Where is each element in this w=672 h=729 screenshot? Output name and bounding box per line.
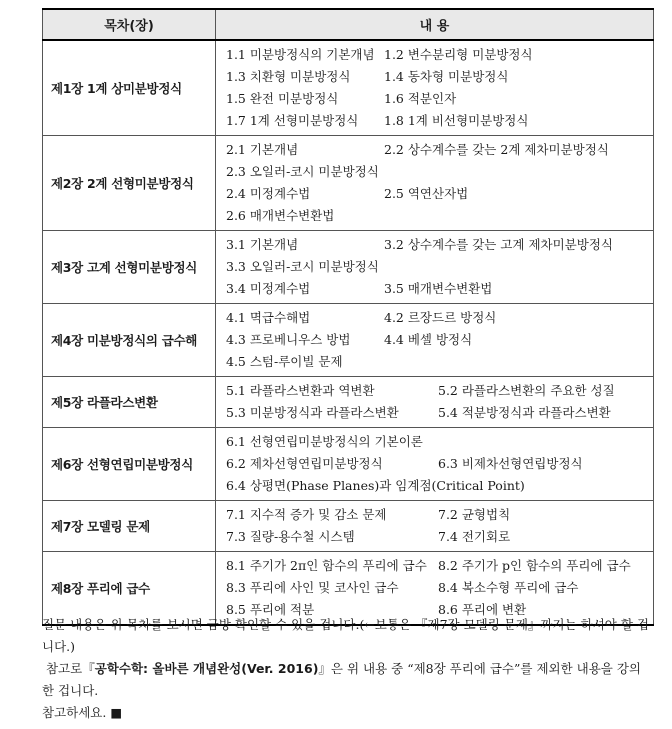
section-item: 7.4 전기회로 xyxy=(438,529,511,544)
table-row xyxy=(43,231,654,304)
section-item: 7.1 지수적 증가 및 감소 문제 xyxy=(226,507,387,522)
content-line xyxy=(226,234,653,256)
chapter-title: 제7장 모델링 문제 xyxy=(43,501,216,552)
section-item: 8.4 복소수형 푸리에 급수 xyxy=(438,580,579,595)
table-row xyxy=(43,428,654,501)
content-line xyxy=(226,504,653,526)
section-item: 2.1 기본개념 xyxy=(226,142,299,157)
content-line xyxy=(226,44,653,66)
toc-container xyxy=(42,8,654,626)
section-item: 1.3 치환형 미분방정식 xyxy=(226,69,351,84)
section-item: 1.6 적분인자 xyxy=(384,91,457,106)
section-item: 1.4 동차형 미분방정식 xyxy=(384,69,509,84)
table-row xyxy=(43,136,654,231)
content-line xyxy=(226,110,653,132)
section-item: 3.4 미정계수법 xyxy=(226,281,311,296)
table-row xyxy=(43,40,654,136)
section-item: 2.5 역연산자법 xyxy=(384,186,469,201)
content-line xyxy=(226,402,653,424)
section-item: 2.3 오일러-코시 미분방정식 xyxy=(226,164,379,179)
table-row xyxy=(43,304,654,377)
chapter-title: 제4장 미분방정식의 급수해 xyxy=(43,304,216,377)
chapter-contents xyxy=(216,377,654,428)
content-line xyxy=(226,431,653,453)
section-item: 3.5 매개변수변환법 xyxy=(384,281,493,296)
section-item: 2.2 상수계수를 갖는 2계 제차미분방정식 xyxy=(384,142,609,157)
content-line xyxy=(226,329,653,351)
section-item: 6.4 상평면(Phase Planes)과 임계점(Critical Point) xyxy=(226,478,525,493)
section-item: 4.1 멱급수해법 xyxy=(226,310,311,325)
section-item: 4.4 베셀 방정식 xyxy=(384,332,473,347)
content-line xyxy=(226,307,653,329)
content-line xyxy=(226,555,653,577)
content-line xyxy=(226,453,653,475)
toc-table xyxy=(42,8,654,626)
book-title: 공학수학: 올바른 개념완성(Ver. 2016) xyxy=(94,661,319,676)
chapter-contents xyxy=(216,40,654,136)
table-header-row xyxy=(43,9,654,40)
section-item: 3.2 상수계수를 갖는 고계 제차미분방정식 xyxy=(384,237,613,252)
section-item: 3.1 기본개념 xyxy=(226,237,299,252)
section-item: 1.2 변수분리형 미분방정식 xyxy=(384,47,533,62)
note-section xyxy=(42,614,654,724)
toc-body xyxy=(43,40,654,625)
section-item: 8.3 푸리에 사인 및 코사인 급수 xyxy=(226,580,399,595)
chapter-column-header: 목차(장) xyxy=(43,9,216,40)
chapter-contents xyxy=(216,501,654,552)
note-p2-prefix: 참고로『 xyxy=(45,661,95,676)
section-item: 5.4 적분방정식과 라플라스변환 xyxy=(438,405,611,420)
section-item: 7.2 균형법칙 xyxy=(438,507,511,522)
section-item: 8.6 푸리에 변환 xyxy=(438,602,527,617)
section-item: 1.1 미분방정식의 기본개념 xyxy=(226,47,375,62)
content-line xyxy=(226,205,653,227)
content-line xyxy=(226,161,653,183)
note-p2-suffix: 』은 위 내용 중 “제8장 푸리에 급수”를 제외한 내용을 강의 한 겁니다. xyxy=(42,661,641,698)
section-item: 8.1 주기가 2π인 함수의 푸리에 급수 xyxy=(226,558,427,573)
content-line xyxy=(226,139,653,161)
section-item: 8.2 주기가 p인 함수의 푸리에 급수 xyxy=(438,558,631,573)
section-item: 3.3 오일러-코시 미분방정식 xyxy=(226,259,379,274)
note-paragraph-3: 참고하세요. ■ xyxy=(42,705,123,720)
section-item: 2.4 미정계수법 xyxy=(226,186,311,201)
note-paragraph-2 xyxy=(42,658,654,702)
section-item: 4.2 르장드르 방정식 xyxy=(384,310,497,325)
content-column-header: 내 용 xyxy=(216,9,654,40)
section-item: 7.3 질량-용수철 시스템 xyxy=(226,529,355,544)
section-item: 5.3 미분방정식과 라플라스변환 xyxy=(226,405,399,420)
table-row xyxy=(43,501,654,552)
content-line xyxy=(226,88,653,110)
content-line xyxy=(226,475,653,497)
table-row xyxy=(43,377,654,428)
chapter-title: 제2장 2계 선형미분방정식 xyxy=(43,136,216,231)
chapter-contents xyxy=(216,428,654,501)
content-line xyxy=(226,577,653,599)
note-paragraph-1: 질문 내용은 위 목차를 보시면 금방 확인할 수 있을 겁니다.(←보통은 『제7장 모델링 문제』까지는 하셔야 할 겁니다.) xyxy=(42,617,649,654)
section-item: 2.6 매개변수변환법 xyxy=(226,208,335,223)
chapter-title: 제3장 고계 선형미분방정식 xyxy=(43,231,216,304)
chapter-contents xyxy=(216,231,654,304)
section-item: 4.3 프로베니우스 방법 xyxy=(226,332,351,347)
section-item: 1.5 완전 미분방정식 xyxy=(226,91,339,106)
section-item: 6.3 비제차선형연립방정식 xyxy=(438,456,583,471)
content-line xyxy=(226,380,653,402)
chapter-title: 제6장 선형연립미분방정식 xyxy=(43,428,216,501)
content-line xyxy=(226,183,653,205)
section-item: 6.1 선형연립미분방정식의 기본이론 xyxy=(226,434,423,449)
chapter-title: 제8장 푸리에 급수 xyxy=(43,552,216,626)
chapter-contents xyxy=(216,304,654,377)
section-item: 1.8 1계 비선형미분방정식 xyxy=(384,113,529,128)
section-item: 5.1 라플라스변환과 역변환 xyxy=(226,383,375,398)
content-line xyxy=(226,278,653,300)
section-item: 5.2 라플라스변환의 주요한 성질 xyxy=(438,383,615,398)
section-item: 1.7 1계 선형미분방정식 xyxy=(226,113,359,128)
content-line xyxy=(226,66,653,88)
content-line xyxy=(226,351,653,373)
section-item: 4.5 스텀-루이빌 문제 xyxy=(226,354,343,369)
section-item: 8.5 푸리에 적분 xyxy=(226,602,315,617)
section-item: 6.2 제차선형연립미분방정식 xyxy=(226,456,383,471)
chapter-title: 제1장 1계 상미분방정식 xyxy=(43,40,216,136)
content-line xyxy=(226,256,653,278)
chapter-contents xyxy=(216,136,654,231)
chapter-title: 제5장 라플라스변환 xyxy=(43,377,216,428)
content-line xyxy=(226,526,653,548)
